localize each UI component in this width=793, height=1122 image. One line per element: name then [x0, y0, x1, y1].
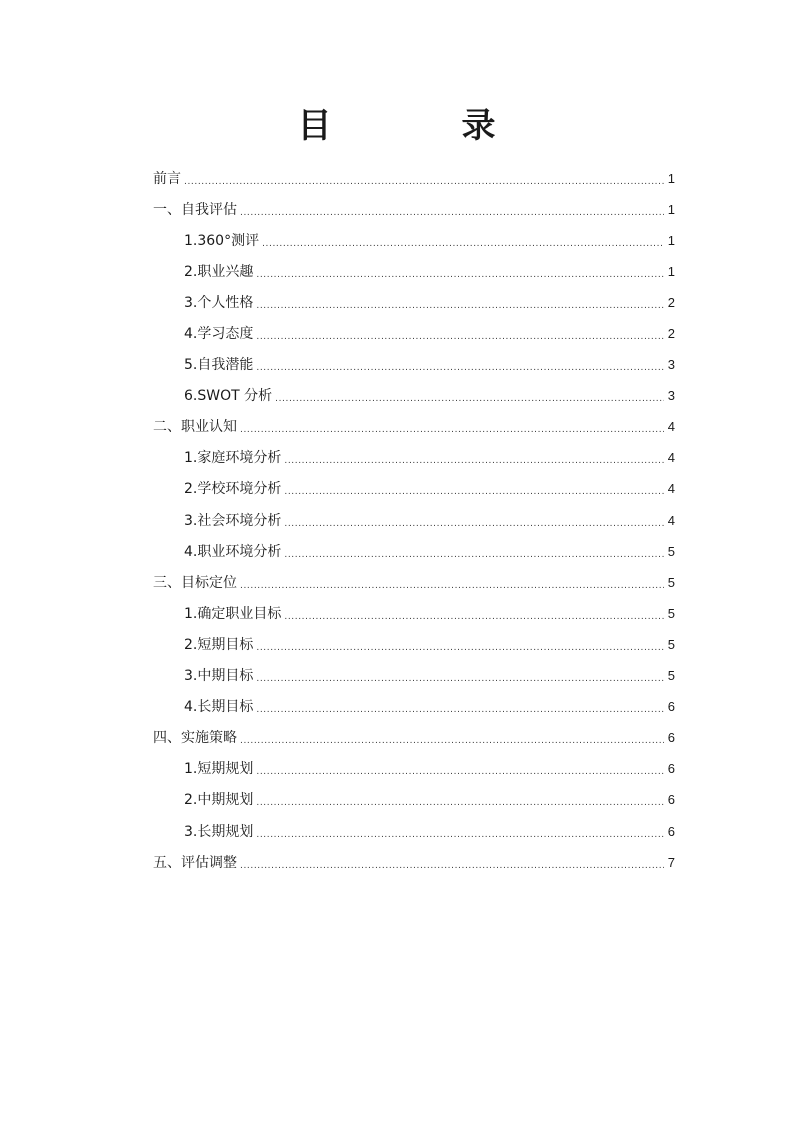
toc-dot-leader	[256, 762, 664, 782]
toc-page-number: 4	[667, 419, 675, 435]
toc-dot-leader	[256, 793, 664, 813]
toc-entry-label: 3.社会环境分析	[184, 512, 282, 529]
toc-page-number: 4	[667, 512, 675, 528]
toc-subsection-entry[interactable]	[153, 474, 675, 505]
toc-subsection-entry[interactable]	[153, 318, 675, 349]
toc-subsection-entry[interactable]	[153, 692, 675, 723]
toc-dot-leader	[240, 420, 664, 440]
toc-page-number: 4	[667, 450, 675, 466]
toc-section-entry[interactable]	[153, 412, 675, 443]
toc-page-number: 5	[667, 668, 675, 684]
toc-section-entry[interactable]	[153, 567, 675, 598]
toc-subsection-entry[interactable]	[153, 754, 675, 785]
toc-dot-leader	[256, 296, 664, 316]
toc-dot-leader	[256, 358, 664, 378]
toc-dot-leader	[284, 482, 664, 502]
toc-page-number: 6	[667, 730, 675, 746]
toc-entry-label: 4.学习态度	[184, 326, 254, 343]
toc-entry-label: 2.学校环境分析	[184, 481, 282, 498]
toc-page-number: 6	[667, 823, 675, 839]
toc-subsection-entry[interactable]	[153, 350, 675, 381]
toc-dot-leader	[240, 731, 664, 751]
toc-page-number: 1	[667, 232, 675, 248]
toc-page-number: 6	[667, 761, 675, 777]
toc-section-entry[interactable]	[153, 163, 675, 194]
toc-entry-label: 二、职业认知	[153, 419, 237, 436]
toc-entry-label: 2.中期规划	[184, 792, 254, 809]
toc-subsection-entry[interactable]	[153, 381, 675, 412]
toc-entry-label: 前言	[153, 170, 181, 187]
toc-entry-label: 2.职业兴趣	[184, 263, 254, 280]
toc-entry-label: 三、目标定位	[153, 574, 237, 591]
toc-dot-leader	[275, 389, 664, 409]
toc-page-number: 2	[667, 326, 675, 342]
toc-subsection-entry[interactable]	[153, 661, 675, 692]
toc-entry-label: 5.自我潜能	[184, 357, 254, 374]
toc-dot-leader	[256, 700, 664, 720]
toc-page-number: 5	[667, 574, 675, 590]
toc-page-number: 4	[667, 481, 675, 497]
toc-page-number: 3	[667, 357, 675, 373]
toc-subsection-entry[interactable]	[153, 225, 675, 256]
toc-dot-leader	[284, 514, 664, 534]
toc-dot-leader	[256, 265, 664, 285]
toc-page-number: 1	[667, 201, 675, 217]
toc-dot-leader	[284, 451, 664, 471]
toc-entry-label: 4.长期目标	[184, 699, 254, 716]
toc-dot-leader	[240, 203, 664, 223]
toc-entry-label: 3.中期目标	[184, 668, 254, 685]
toc-entry-label: 6.SWOT 分析	[184, 388, 273, 405]
toc-page-number: 5	[667, 605, 675, 621]
toc-dot-leader	[184, 172, 664, 192]
toc-entry-label: 一、自我评估	[153, 201, 237, 218]
toc-dot-leader	[284, 607, 664, 627]
table-of-contents	[153, 163, 675, 878]
toc-page-number: 5	[667, 636, 675, 652]
toc-section-entry[interactable]	[153, 723, 675, 754]
toc-entry-label: 1.确定职业目标	[184, 605, 282, 622]
page-title: 目 录	[297, 106, 544, 146]
toc-subsection-entry[interactable]	[153, 256, 675, 287]
toc-entry-label: 4.职业环境分析	[184, 543, 282, 560]
toc-entry-label: 2.短期目标	[184, 636, 254, 653]
toc-subsection-entry[interactable]	[153, 287, 675, 318]
toc-section-entry[interactable]	[153, 194, 675, 225]
toc-subsection-entry[interactable]	[153, 629, 675, 660]
toc-dot-leader	[284, 545, 664, 565]
toc-subsection-entry[interactable]	[153, 816, 675, 847]
toc-dot-leader	[256, 825, 664, 845]
toc-entry-label: 1.家庭环境分析	[184, 450, 282, 467]
toc-subsection-entry[interactable]	[153, 785, 675, 816]
toc-subsection-entry[interactable]	[153, 536, 675, 567]
toc-dot-leader	[262, 234, 664, 254]
toc-entry-label: 1.短期规划	[184, 761, 254, 778]
toc-page-number: 1	[667, 263, 675, 279]
toc-dot-leader	[256, 638, 664, 658]
toc-subsection-entry[interactable]	[153, 443, 675, 474]
toc-dot-leader	[256, 669, 664, 689]
toc-page-number: 5	[667, 543, 675, 559]
toc-subsection-entry[interactable]	[153, 598, 675, 629]
toc-entry-label: 3.长期规划	[184, 823, 254, 840]
toc-page-number: 7	[667, 854, 675, 870]
toc-page-number: 2	[667, 294, 675, 310]
toc-page-number: 6	[667, 699, 675, 715]
toc-section-entry[interactable]	[153, 847, 675, 878]
toc-page-number: 3	[667, 388, 675, 404]
toc-entry-label: 五、评估调整	[153, 854, 237, 871]
toc-entry-label: 1.360°测评	[184, 232, 260, 249]
toc-entry-label: 3.个人性格	[184, 294, 254, 311]
toc-dot-leader	[240, 576, 664, 596]
toc-dot-leader	[256, 327, 664, 347]
toc-subsection-entry[interactable]	[153, 505, 675, 536]
toc-entry-label: 四、实施策略	[153, 730, 237, 747]
toc-page-number: 1	[667, 170, 675, 186]
toc-dot-leader	[240, 856, 664, 876]
toc-page-number: 6	[667, 792, 675, 808]
